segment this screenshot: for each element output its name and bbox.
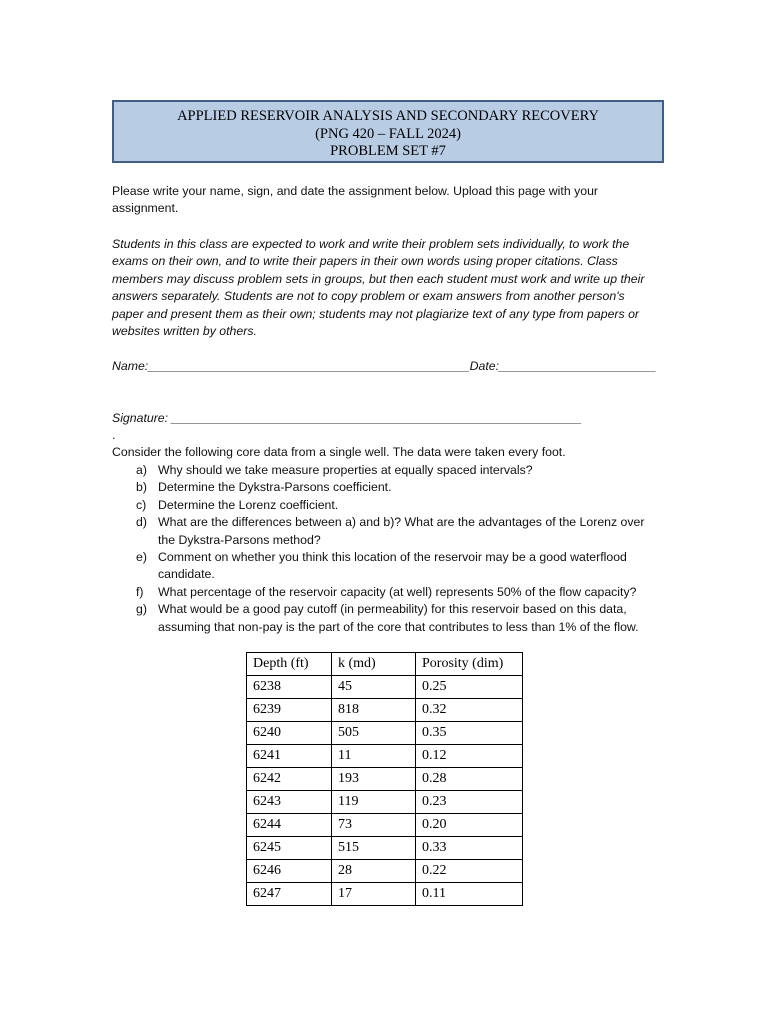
- header-permeability: k (md): [332, 653, 416, 676]
- permeability-cell: 11: [332, 745, 416, 768]
- question-marker: b): [136, 480, 147, 495]
- question-marker: g): [136, 602, 147, 617]
- question-marker: c): [136, 497, 147, 512]
- depth-cell: 6241: [247, 745, 332, 768]
- depth-cell: 6245: [247, 837, 332, 860]
- question-list: [112, 462, 660, 636]
- table-row: [247, 745, 523, 768]
- porosity-cell: 0.23: [416, 791, 523, 814]
- question-text: What are the differences between a) and b)? What are the advantages of the Lorenz over the Dykstra-Parsons method?: [158, 515, 645, 547]
- list-item: [112, 514, 660, 549]
- list-item: [112, 584, 660, 601]
- table-row: [247, 676, 523, 699]
- title-box: [112, 100, 664, 163]
- course-code: (PNG 420 – FALL 2024): [315, 125, 461, 142]
- depth-cell: 6243: [247, 791, 332, 814]
- header-porosity: Porosity (dim): [416, 653, 523, 676]
- question-text: Determine the Lorenz coefficient.: [158, 497, 339, 512]
- table-row: [247, 699, 523, 722]
- question-marker: f): [136, 584, 144, 599]
- header-depth: Depth (ft): [247, 653, 332, 676]
- question-text: What percentage of the reservoir capacity (at well) represents 50% of the flow capacity?: [158, 584, 637, 599]
- porosity-cell: 0.22: [416, 860, 523, 883]
- question-marker: a): [136, 463, 147, 477]
- depth-cell: 6238: [247, 676, 332, 699]
- porosity-cell: 0.20: [416, 814, 523, 837]
- question-marker: d): [136, 515, 147, 530]
- instructions-paragraph: Please write your name, sign, and date the assignment below. Upload this page with your assignment.: [112, 184, 599, 216]
- table-row: [247, 814, 523, 837]
- course-title: APPLIED RESERVOIR ANALYSIS AND SECONDARY RECOVERY: [177, 108, 599, 124]
- depth-cell: 6244: [247, 814, 332, 837]
- table-row: [247, 791, 523, 814]
- signature-line: Signature: ____________________________________________________________: [112, 411, 582, 425]
- table-header-row: [247, 653, 523, 676]
- list-item: [112, 601, 660, 636]
- porosity-cell: 0.35: [416, 722, 523, 745]
- permeability-cell: 119: [332, 791, 416, 814]
- question-text: Comment on whether you think this location of the reservoir may be a good waterflood candidate.: [158, 550, 627, 582]
- list-item: [112, 497, 660, 514]
- permeability-cell: 17: [332, 883, 416, 906]
- core-data-table-wrap: [246, 652, 523, 906]
- question-intro: Consider the following core data from a single well. The data were taken every foot.: [112, 445, 566, 459]
- question-text: Why should we take measure properties at equally spaced intervals?: [158, 463, 533, 477]
- permeability-cell: 28: [332, 860, 416, 883]
- permeability-cell: 818: [332, 699, 416, 722]
- permeability-cell: 505: [332, 722, 416, 745]
- table-row: [247, 768, 523, 791]
- question-text: Determine the Dykstra-Parsons coefficient.: [158, 480, 392, 495]
- list-item: [112, 462, 660, 479]
- list-item: [112, 549, 660, 584]
- table-row: [247, 860, 523, 883]
- stray-dot: .: [112, 428, 116, 442]
- table-row: [247, 837, 523, 860]
- table-row: [247, 883, 523, 906]
- permeability-cell: 515: [332, 837, 416, 860]
- porosity-cell: 0.12: [416, 745, 523, 768]
- table-row: [247, 722, 523, 745]
- porosity-cell: 0.28: [416, 768, 523, 791]
- porosity-cell: 0.32: [416, 699, 523, 722]
- depth-cell: 6240: [247, 722, 332, 745]
- list-item: [112, 479, 660, 496]
- question-text: What would be a good pay cutoff (in permeability) for this reservoir based on this data, assuming that non-pay is the part of the core that contributes to less than 1% of the flow.: [158, 602, 639, 634]
- permeability-cell: 73: [332, 814, 416, 837]
- problem-set-title: PROBLEM SET #7: [330, 143, 446, 159]
- depth-cell: 6242: [247, 768, 332, 791]
- core-data-table: [246, 652, 523, 906]
- depth-cell: 6246: [247, 860, 332, 883]
- porosity-cell: 0.25: [416, 676, 523, 699]
- depth-cell: 6247: [247, 883, 332, 906]
- porosity-cell: 0.11: [416, 883, 523, 906]
- name-date-line: Name:_______________________________________________Date:_______________________: [112, 359, 657, 373]
- honor-code-paragraph: Students in this class are expected to work and write their problem sets individually, to work the exams on their own, and to write their papers in their own words using proper citations. Class members may discuss problem sets in groups, but then each student must work and write up their answers separately. Students are not to copy problem or exam answers from another person's paper and present them as their own; students may not plagiarize text of any type from papers or websites written by others.: [112, 237, 645, 339]
- permeability-cell: 45: [332, 676, 416, 699]
- porosity-cell: 0.33: [416, 837, 523, 860]
- depth-cell: 6239: [247, 699, 332, 722]
- permeability-cell: 193: [332, 768, 416, 791]
- question-marker: e): [136, 550, 147, 565]
